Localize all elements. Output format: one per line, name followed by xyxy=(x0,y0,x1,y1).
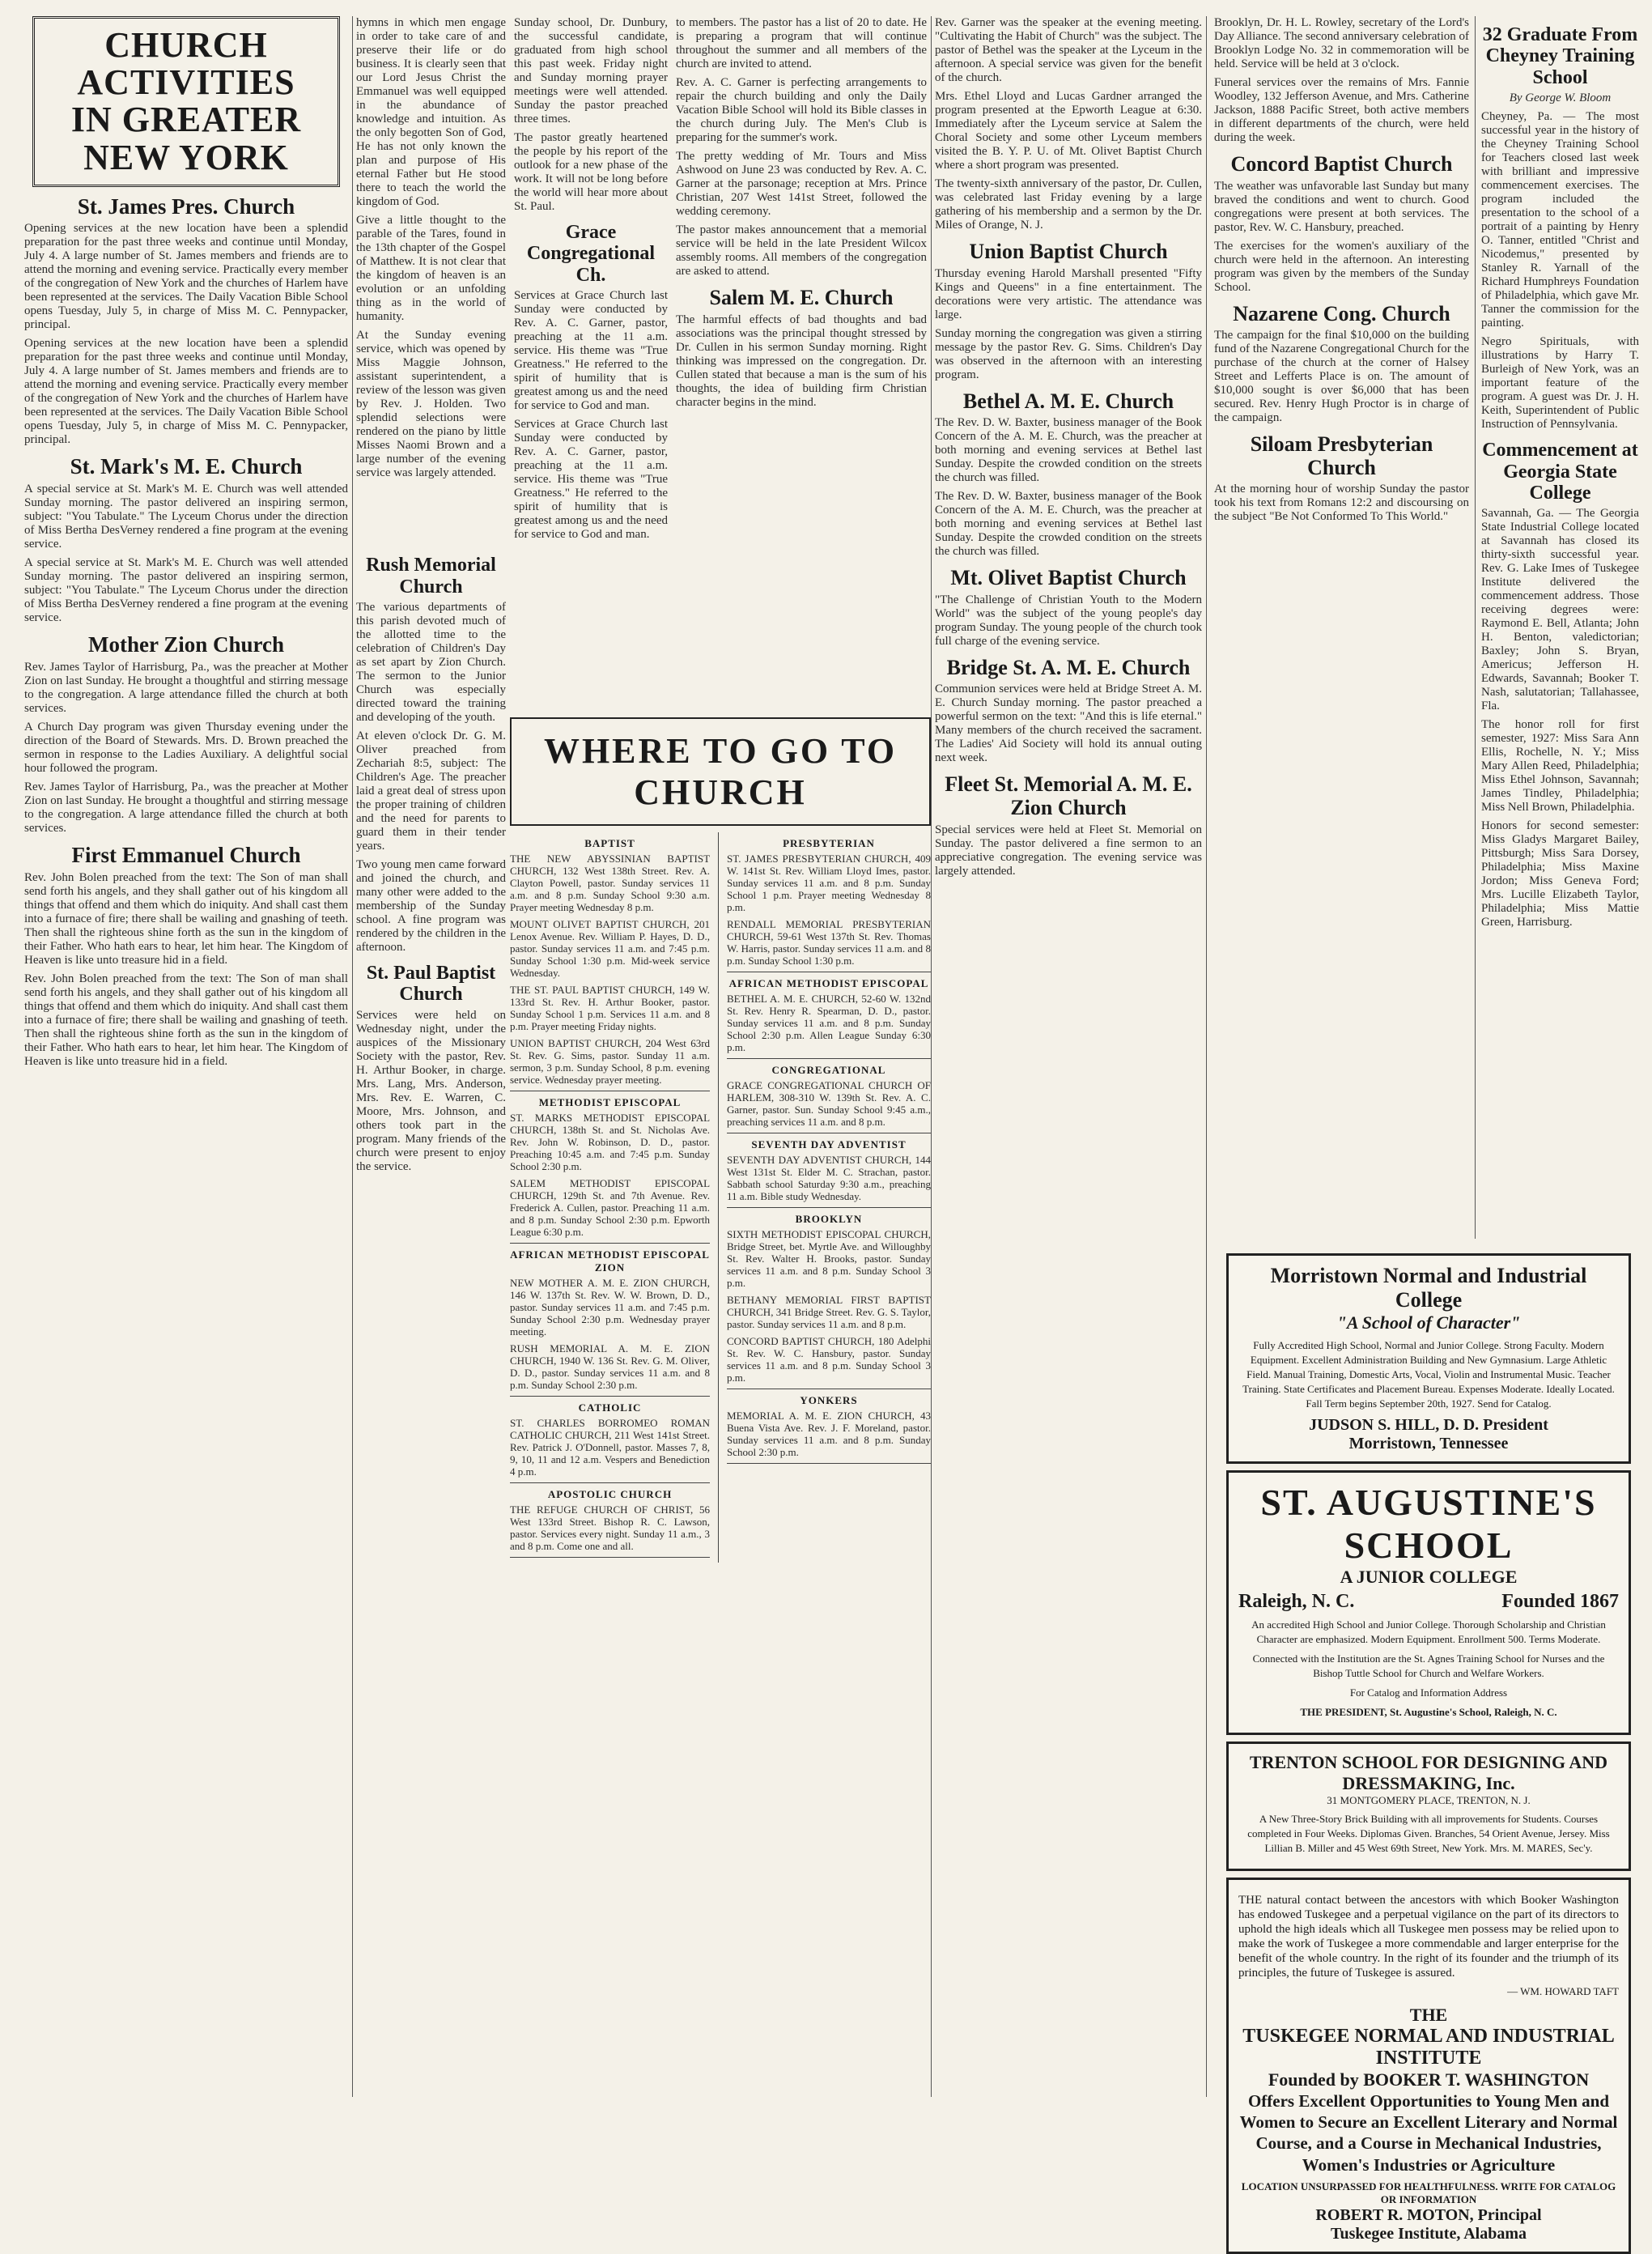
headline-fleet-st: Fleet St. Memorial A. M. E. Zion Church xyxy=(945,772,1192,819)
headline-st-james: St. James Pres. Church xyxy=(77,194,295,219)
directory-section-heading: PRESBYTERIAN xyxy=(783,837,875,849)
masthead-line-1: CHURCH ACTIVITIES xyxy=(77,25,295,103)
directory-divider xyxy=(727,1058,931,1059)
article-mother-zion-3: Rev. James Taylor of Harrisburg, Pa., was the preacher at Mother Zion on last Sunday. He brought a thoughtful and stirring message to the congregation. A large attendance filled the church at both services. xyxy=(24,780,348,835)
directory-entry: SEVENTH DAY ADVENTIST CHURCH, 144 West 131st St. Elder M. C. Strachan, pastor. Sabbath school Saturday 9:30 a.m., preaching 11 a.m. Bible study Wednesday. xyxy=(727,1154,931,1202)
headline-cheyney: 32 Graduate From Cheyney Training School xyxy=(1482,24,1638,88)
article-union-baptist-2: Sunday morning the congregation was given a stirring message by the pastor Rev. G. Sims. Children's Day was observed in the afternoon with an interesting program. xyxy=(935,326,1202,381)
article-bethel-cont: The Rev. D. W. Baxter, business manager of the Book Concern of the A. M. E. Church, was the preacher at both morning and evening services at Bethel last Sunday. Despite the crowded condition on the streets the church was filled. xyxy=(935,490,1202,559)
article-cheyney-honors: The honor roll for first semester, 1927: Miss Sara Ann Ellis, Rochelle, N. Y.; Miss Mary Allen Reed, Philadelphia; Miss Ethel Johnson, Savannah; James Tindley, Philadelphia; Miss Nell Brown, Philadelphia. xyxy=(1481,718,1639,814)
directory-header xyxy=(510,717,931,826)
column-rule xyxy=(352,16,353,2097)
directory-entry: ST. JAMES PRESBYTERIAN CHURCH, 409 W. 141st St. Rev. William Lloyd Imes, pastor. Sunday services 11 a.m. and 8 p.m. Sunday School 1 p.m. Prayer meeting Wednesday 8 p.m. xyxy=(727,853,931,913)
column-2-top-right xyxy=(514,16,668,546)
article-mother-zion-2: A Church Day program was given Thursday evening under the direction of the Board of Stewards. Mrs. D. Brown preached the sermon in response to the Ladies Auxiliary. A delightful social hour followed the program. xyxy=(24,720,348,775)
headline-mt-olivet: Mt. Olivet Baptist Church xyxy=(950,566,1187,590)
headline-concord: Concord Baptist Church xyxy=(1230,152,1453,176)
ads-column xyxy=(1226,1247,1631,2243)
ad-morristown-place: Morristown, Tennessee xyxy=(1348,1434,1509,1452)
ad-tuskegee-founded: Founded by BOOKER T. WASHINGTON xyxy=(1268,2069,1590,2090)
ad-trenton xyxy=(1226,1742,1631,1871)
article-first-emmanuel-cont: Rev. John Bolen preached from the text: The Son of man shall send forth his angels, and they shall gather out of his kingdom all things that offend and them which do iniquity. And shall cast them into a furnace of fire; there shall be wailing and gnashing of teeth. Then shall the righteous shine forth as the sun in the kingdom of their Father. Who hath ears to hear, let him hear. The Kingdom of Heaven is like unto treasure hid in a field. xyxy=(24,972,348,1068)
column-rule xyxy=(1475,16,1476,1239)
ad-morristown-body: Fully Accredited High School, Normal and Junior College. Strong Faculty. Modern Equipment. Excellent Administration Building and New Gymnasium. Large Athletic Field. Manual Training, Domestic Arts, Vocal, Violin and Instrumental Music. Teacher Training. State Certificates and Placement Bureau. Expenses Moderate. Ideally Located. Fall Term begins September 20th, 1927. Send for Catalog. xyxy=(1242,1338,1615,1410)
directory-divider xyxy=(510,1557,710,1558)
directory-entry: BETHANY MEMORIAL FIRST BAPTIST CHURCH, 341 Bridge Street. Rev. G. S. Taylor, pastor. Sunday services 11 a.m. and 8 p.m. xyxy=(727,1294,931,1330)
masthead xyxy=(32,16,340,187)
directory-section-heading: METHODIST EPISCOPAL xyxy=(538,1096,682,1108)
directory-section-heading: SEVENTH DAY ADVENTIST xyxy=(751,1138,907,1150)
church-directory xyxy=(510,712,931,2089)
column-1 xyxy=(24,16,348,2097)
directory-section-heading: AFRICAN METHODIST EPISCOPAL ZION xyxy=(510,1248,710,1274)
ad-st-augustine-founded: Founded 1867 xyxy=(1501,1590,1619,1612)
directory-entry: ST. MARKS METHODIST EPISCOPAL CHURCH, 138th St. and St. Nicholas Ave. Rev. John W. Robinson, D. D., pastor. Preaching 10:45 a.m. and 7:45 p.m. Sunday School 2:30 p.m. xyxy=(510,1112,711,1172)
directory-entry: RENDALL MEMORIAL PRESBYTERIAN CHURCH, 59-61 West 137th St. Rev. Thomas W. Harris, pastor. Sunday services 11 a.m. and 8 p.m. Sunday School 1:30 p.m. xyxy=(727,918,931,967)
directory-section-heading: CONGREGATIONAL xyxy=(771,1064,886,1076)
ad-tuskegee-offers: Offers Excellent Opportunities to Young Men and Women to Secure an Excellent Literary and Normal Course, and a Course in Mechanical Industries, Women's Industries or Agriculture xyxy=(1239,2090,1618,2175)
article-emmanuel-cont: hymns in which men engage in order to take care of and preserve their life or do business. It is clearly seen that our Lord Jesus Christ the Emmanuel was well equipped in the abundance of knowledge and intuition. As the only begotten Son of God, He has not only known the plan and purpose of His eternal Father but He stood there to teach the world the kingdom of God. xyxy=(356,16,506,208)
article-emmanuel-evening: At the Sunday evening service, which was opened by Miss Maggie Johnson, assistant superintendent, a review of the lesson was given by Rev. J. Holden. Two splendid selections were rendered on the piano by little Misses Naomi Brown and a large number of the evening service was largely attended. xyxy=(356,329,506,479)
article-salem: The harmful effects of bad thoughts and bad associations was the principal thought stressed by Dr. Cullen in his sermon Sunday morning. Right thinking was impressed on the congregation. Dr. Cullen stated that because a man is the sum of his thoughts, the idea of building firm Christian character begins in the mind. xyxy=(676,313,927,409)
directory-divider xyxy=(727,1207,931,1208)
headline-bethel: Bethel A. M. E. Church xyxy=(962,389,1174,413)
byline-cheyney: By George W. Bloom xyxy=(1509,91,1612,105)
headline-mother-zion: Mother Zion Church xyxy=(87,632,285,657)
headline-st-marks: St. Mark's M. E. Church xyxy=(70,454,303,479)
article-georgia-state: Savannah, Ga. — The Georgia State Industrial College located at Savannah has closed its thirty-sixth successful year. Rev. G. Lake Imes of Tuskegee Institute delivered the commencement address. Those receiving degrees were: Raymond E. Bell, Atlanta; John H. Benton, valedictorian; Baxley; John S. Bryan, Americus; Jefferson H. Edwards, Savannah; Booker T. Nash, salutatorian; Tallahassee, Fla. xyxy=(1481,507,1639,713)
ad-tuskegee-the: THE xyxy=(1409,2004,1448,2025)
ad-morristown xyxy=(1226,1253,1631,1464)
article-st-james-cont: Opening services at the new location have been a splendid preparation for the past three weeks and continue until Monday, July 4. A large number of St. James members and friends are to attend the morning and evening service. Practically every member of the congregation of New York and the churches of Harlem have been represented at the services. The Daily Vacation Bible School opens Tuesday, July 5, in charge of Miss M. C. Pennypacker, principal. xyxy=(24,337,348,447)
article-st-marks: A special service at St. Mark's M. E. Church was well attended Sunday morning. The pastor delivered an inspiring sermon, subject: "You Tabulate." The Lyceum Chorus under the direction of Miss Bertha DesVerney rendered a fine program at the evening service. xyxy=(24,483,348,551)
column-3 xyxy=(676,16,927,712)
ad-st-augustine-body-2: Connected with the Institution are the St. Agnes Training School for Nurses and the Bishop Tuttle School for Church and Welfare Workers. xyxy=(1252,1652,1605,1679)
article-brooklyn-alliance: Brooklyn, Dr. H. L. Rowley, secretary of the Lord's Day Alliance. The second anniversary celebration of Brooklyn Lodge No. 32 in commemoration will be held. Service will be held at 3 o'clock. xyxy=(1214,16,1470,70)
directory-left-column xyxy=(510,832,710,1563)
article-siloam: At the morning hour of worship Sunday the pastor took his text from Romans 12:2 and discoursing on the subject "Be Not Conformed To This World." xyxy=(1214,483,1469,524)
article-cheyney: Cheyney, Pa. — The most successful year in the history of the Cheyney Training School for Teachers closed last week with brilliant and impressive commencement exercises. The program included the presentation to the school of a portrait of a painting by Henry O. Tanner, entitled "Christ and Nicodemus," presented by Stanley R. Yarnall of the Richard Humphreys Foundation of Philadelphia, which gave Mr. Tanner the commission for the painting. xyxy=(1481,110,1639,330)
article-salem-program: Mrs. Ethel Lloyd and Lucas Gardner arranged the program presented at the Epworth League at 6:30. Immediately after the Lyceum service at Salem the Choral Society and some other Lyceum members visited the B. Y. P. U. of Mt. Olivet Baptist Church where a short program was presented. xyxy=(935,90,1202,172)
article-cheyney-honors-2: Honors for second semester: Miss Gladys Margaret Bailey, Pittsburgh; Miss Sara Dorsey, Philadelphia; Miss Maxine Jordon; Miss Geneva Ford; Mrs. Lucille Elizabeth Taylor, Philadelphia; Miss Mattie Green, Harrisburg. xyxy=(1481,819,1639,929)
headline-siloam: Siloam Presbyterian Church xyxy=(1250,432,1433,479)
article-bridge-st: Communion services were held at Bridge Street A. M. E. Church Sunday morning. The pastor preached a powerful sermon on the text: "And this is life eternal." Many members of the church received the sacrament. The Ladies' Aid Society will hold its annual outing next week. xyxy=(935,683,1202,765)
article-st-james: Opening services at the new location have been a splendid preparation for the past three weeks and continue until Monday, July 4. A large number of St. James members and friends are to attend the morning and evening service. Practically every member of the congregation of New York and the churches of Harlem have been represented at the services. The Daily Vacation Bible School opens Tuesday, July 5, in charge of Miss M. C. Pennypacker, principal. xyxy=(24,222,348,332)
ad-st-augustine-row xyxy=(1238,1591,1619,1613)
directory-right-column xyxy=(727,832,931,1563)
ad-tuskegee-place: Tuskegee Institute, Alabama xyxy=(1330,2224,1527,2243)
article-mother-zion: Rev. James Taylor of Harrisburg, Pa., was the preacher at Mother Zion on last Sunday. He brought a thoughtful and stirring message to the congregation. A large attendance filled the church at both services. xyxy=(24,660,348,715)
directory-entry: MEMORIAL A. M. E. ZION CHURCH, 43 Buena Vista Ave. Rev. J. F. Moreland, pastor. Sunday services 11 a.m. and 8 p.m. Sunday School 2:30 p.m. xyxy=(727,1410,931,1458)
directory-section-heading: APOSTOLIC CHURCH xyxy=(547,1488,673,1500)
headline-georgia-state: Commencement at Georgia State College xyxy=(1482,440,1638,504)
directory-entry: GRACE CONGREGATIONAL CHURCH OF HARLEM, 308-310 W. 139th St. Rev. A. C. Garner, pastor. Sun. Sunday School 9:45 a.m., preaching services 11 a.m. and 8 p.m. xyxy=(727,1079,931,1128)
ad-st-augustine-president: THE PRESIDENT, St. Augustine's School, Raleigh, N. C. xyxy=(1300,1705,1557,1718)
directory-divider xyxy=(727,1463,931,1464)
ad-tuskegee-name: TUSKEGEE NORMAL AND INDUSTRIAL INSTITUTE xyxy=(1242,2025,1615,2069)
directory-entry: THE NEW ABYSSINIAN BAPTIST CHURCH, 132 West 138th Street. Rev. A. Clayton Powell, pastor. Sunday services 11 a.m. and 8 p.m. Sunday School 9:30 a.m. Prayer meeting Wednesday 8 p.m. xyxy=(510,853,711,913)
article-rush-memorial-3: Two young men came forward and joined the church, and many other were added to the membership of the Sunday school. A fine program was rendered by the children in the afternoon. xyxy=(356,857,506,954)
article-bethel: The Rev. D. W. Baxter, business manager of the Book Concern of the A. M. E. Church, was the preacher at both morning and evening services at Bethel last Sunday. Despite the crowded condition on the streets the church was filled. xyxy=(935,416,1202,485)
directory-section-heading: CATHOLIC xyxy=(578,1401,642,1414)
article-concord-2: The exercises for the women's auxiliary of the church were held in the afternoon. An interesting program was given by the members of the Sunday School. xyxy=(1214,239,1469,294)
column-2-bottom-left xyxy=(356,546,506,1179)
ad-st-augustine-city: Raleigh, N. C. xyxy=(1238,1590,1355,1612)
article-grace-repairs: Rev. A. C. Garner is perfecting arrangements to repair the church building and only the Daily Vacation Bible School will hold its Bible classes in the church during July. The Men's Club is preparing for the summer's work. xyxy=(676,76,927,144)
ad-morristown-slogan: "A School of Character" xyxy=(1336,1312,1521,1333)
headline-grace: Grace Congregational Ch. xyxy=(526,222,656,286)
article-rush-memorial-2: At eleven o'clock Dr. G. M. Oliver preached from Zechariah 8:5, subject: The Children's Age. The preacher laid a great deal of stress upon the proper training of children and the need for parents to guard them in their tender years. xyxy=(356,729,506,853)
directory-section-heading: AFRICAN METHODIST EPISCOPAL xyxy=(728,977,929,989)
article-grace-wedding: The pretty wedding of Mr. Tours and Miss Ashwood on June 23 was conducted by Rev. A. C. Garner at the parsonage; reception at Mrs. Prince Christian, 207 West 141st Street, followed the wedding ceremony. xyxy=(676,150,927,218)
directory-entry: SALEM METHODIST EPISCOPAL CHURCH, 129th St. and 7th Avenue. Rev. Frederick A. Cullen, pastor. Preaching 11 a.m. and 8 p.m. Sunday School 2:30 p.m. Epworth League 6:30 p.m. xyxy=(510,1177,711,1238)
article-st-paul-outlook: The pastor greatly heartened the people by his report of the outlook for a new phase of the work. It will not be long before the world will hear more about St. Paul. xyxy=(514,131,668,213)
headline-nazarene: Nazarene Cong. Church xyxy=(1233,301,1450,325)
article-grace-memorial: The pastor makes announcement that a memorial service will be held in the late President Wilcox assembly rooms. All members of the congregation are asked to attend. xyxy=(676,223,927,278)
article-emmanuel-tares: Give a little thought to the parable of the Tares, found in the 13th chapter of the Gospel of Matthew. It is not clear that the kingdom of heaven is an evolution or an unfolding thing as in the world of humanity. xyxy=(356,214,506,323)
directory-divider xyxy=(510,1482,710,1483)
article-first-emmanuel: Rev. John Bolen preached from the text: The Son of man shall send forth his angels, and they shall gather out of his kingdom all things that offend and them which do iniquity. And shall cast them into a furnace of fire; there shall be wailing and gnashing of teeth. Then shall the righteous shine forth as the sun in the kingdom of their Father. Who hath ears to hear, let him hear. The Kingdom of Heaven is like unto treasure hid in a field. xyxy=(24,870,348,967)
column-2-top xyxy=(356,16,668,546)
directory-entry: THE REFUGE CHURCH OF CHRIST, 56 West 133rd Street. Bishop R. C. Lawson, pastor. Services every night. Sunday 11 a.m., 3 and 8 p.m. Come one and all. xyxy=(510,1503,711,1552)
directory-columns xyxy=(510,832,931,1563)
article-grace: Services at Grace Church last Sunday were conducted by Rev. A. C. Garner, pastor, preaching at the 11 a.m. service. His theme was "True Greatness." He referred to the spirit of humility that is greatest among us and the need for service to God and man. xyxy=(514,289,668,413)
ad-st-augustine-name: ST. AUGUSTINE'S SCHOOL xyxy=(1260,1481,1597,1566)
headline-bridge-st: Bridge St. A. M. E. Church xyxy=(946,655,1191,679)
column-rule xyxy=(1206,16,1207,2097)
directory-entry: MOUNT OLIVET BAPTIST CHURCH, 201 Lenox Avenue. Rev. William P. Hayes, D. D., pastor. Sunday services 11 a.m. and 7:45 p.m. Sunday School 1:30 p.m. Mid-week service Wednesday. xyxy=(510,918,711,979)
article-st-marks-cont: A special service at St. Mark's M. E. Church was well attended Sunday morning. The pastor delivered an inspiring sermon, subject: "You Tabulate." The Lyceum Chorus under the direction of Miss Bertha DesVerney rendered a fine program at the evening service. xyxy=(24,556,348,625)
directory-title: WHERE TO GO TO CHURCH xyxy=(543,731,898,812)
column-6 xyxy=(1481,16,1639,1239)
headline-union-baptist: Union Baptist Church xyxy=(969,240,1168,263)
headline-first-emmanuel: First Emmanuel Church xyxy=(71,842,301,867)
ad-tuskegee-location: LOCATION UNSURPASSED FOR HEALTHFULNESS. WRITE FOR CATALOG OR INFORMATION xyxy=(1241,2180,1616,2205)
ad-tuskegee-quote: THE natural contact between the ancestors with which Booker Washington has endowed Tuskegee and a perpetual vigilance on the part of its directors to uphold the high ideals which all Tuskegee men possess may be relied upon to make the work of Tuskegee a more commendable and larger enterprise for the benefit of the whole country. In the right of its founder and the triumph of its principles, the future of Tuskegee is assured. xyxy=(1238,1893,1619,1980)
headline-st-paul: St. Paul Baptist Church xyxy=(366,962,496,1006)
directory-section-heading: BAPTIST xyxy=(584,837,635,849)
column-2-top-left xyxy=(356,16,506,546)
ad-st-augustine xyxy=(1226,1470,1631,1735)
article-concord: The weather was unfavorable last Sunday but many braved the conditions and went to church. Good congregations were present at both services. The pastor, Rev. W. C. Hansbury, preached. xyxy=(1214,179,1469,234)
ad-tuskegee-quote-author: — WM. HOWARD TAFT xyxy=(1507,1984,1619,1997)
masthead-line-2: IN GREATER NEW YORK xyxy=(70,100,302,177)
column-rule xyxy=(931,16,932,2097)
directory-entry: SIXTH METHODIST EPISCOPAL CHURCH, Bridge Street, bet. Myrtle Ave. and Willoughby St. Rev. Walter H. Brooks, pastor. Sunday services 11 a.m. and 8 p.m. Sunday School 3 p.m. xyxy=(727,1228,931,1289)
article-fleet-st: Special services were held at Fleet St. Memorial on Sunday. The pastor delivered a fine sermon to an appreciative congregation. The evening service was largely attended. xyxy=(935,823,1202,878)
ad-st-augustine-body-1: An accredited High School and Junior College. Thorough Scholarship and Christian Character are emphasized. Modern Equipment. Enrollment 500. Terms Moderate. xyxy=(1251,1618,1606,1645)
anchor xyxy=(1214,826,1215,827)
column-5 xyxy=(1214,16,1469,1247)
directory-section-heading: YONKERS xyxy=(800,1394,858,1406)
ad-tuskegee xyxy=(1226,1878,1631,2254)
article-st-paul: Services were held on Wednesday night, under the auspices of the Missionary Society with the pastor, Rev. H. Arthur Booker, in charge. Mrs. Lang, Mrs. Anderson, Mrs. Rev. E. Warren, C. Moore, Mrs. Johnson, and others took part in the program. Many friends of the church were present to enjoy the service. xyxy=(356,1008,506,1173)
article-grace-members: to members. The pastor has a list of 20 to date. He is preparing a program that will continue throughout the summer and all members of the church are invited to attend. xyxy=(676,16,927,70)
article-mt-olivet: "The Challenge of Christian Youth to the Modern World" was the subject of the young people's day program Sunday. The young people of the church took full charge of the evening service. xyxy=(935,593,1202,648)
headline-salem: Salem M. E. Church xyxy=(709,286,894,309)
directory-divider xyxy=(510,1396,710,1397)
directory-section-heading: BROOKLYN xyxy=(795,1213,863,1225)
directory-entry: ST. CHARLES BORROMEO ROMAN CATHOLIC CHURCH, 211 West 141st Street. Rev. Patrick J. O'Donnell, pastor. Masses 7, 8, 9, 10, 11 and 12 a.m. Vespers and Benediction 4 p.m. xyxy=(510,1417,711,1478)
article-rush-memorial: The various departments of this parish devoted much of the allotted time to the celebration of Children's Day as set apart by Zion Church. The sermon to the Junior Church was especially directed toward the training and developing of the youth. xyxy=(356,600,506,724)
article-union-baptist: Thursday evening Harold Marshall presented "Fifty Kings and Queens" in a fine entertainment. The decorations were very artistic. The attendance was large. xyxy=(935,266,1202,321)
directory-entry: NEW MOTHER A. M. E. ZION CHURCH, 146 W. 137th St. Rev. W. W. Brown, D. D., pastor. Sunday services 11 a.m. and 7:45 p.m. Sunday School 2:30 p.m. Wednesday prayer meeting. xyxy=(510,1277,711,1338)
directory-entry: RUSH MEMORIAL A. M. E. ZION CHURCH, 1940 W. 136 St. Rev. G. M. Oliver, D. D., pastor. Sunday services 11 a.m. and 8 p.m. Sunday School 2:30 p.m. xyxy=(510,1342,711,1391)
ad-st-augustine-catalog: For Catalog and Information Address xyxy=(1349,1686,1508,1699)
directory-entry: THE ST. PAUL BAPTIST CHURCH, 149 W. 133rd St. Rev. H. Arthur Booker, pastor. Sunday School 1 p.m. Services 11 a.m. and 8 p.m. Prayer meeting Friday nights. xyxy=(510,984,711,1032)
column-4 xyxy=(935,16,1202,2097)
ad-tuskegee-principal: ROBERT R. MOTON, Principal xyxy=(1315,2205,1542,2224)
ad-morristown-president: JUDSON S. HILL, D. D. President xyxy=(1309,1415,1548,1434)
directory-entry: UNION BAPTIST CHURCH, 204 West 63rd St. Rev. G. Sims, pastor. Sunday 11 a.m. sermon, 3 p.m. Sunday School, 8 p.m. evening service. Wednesday prayer meeting. xyxy=(510,1037,711,1086)
article-st-paul-cont: Sunday school, Dr. Dunbury, the successful candidate, graduated from high school this past week. Friday night and Sunday morning prayer meetings were well attended. Sunday the pastor preached three times. xyxy=(514,16,668,125)
ad-morristown-name: Morristown Normal and Industrial College xyxy=(1270,1264,1587,1312)
directory-entry: BETHEL A. M. E. CHURCH, 52-60 W. 132nd St. Rev. Henry R. Spearman, D. D., pastor. Sunday services 11 a.m. and 8 p.m. Sunday School 2:30 p.m. Allen League Sunday 6:30 p.m. xyxy=(727,993,931,1053)
directory-entry: CONCORD BAPTIST CHURCH, 180 Adelphi St. Rev. W. C. Hansbury, pastor. Sunday services 11 a.m. and 8 p.m. Sunday School 3 p.m. xyxy=(727,1335,931,1384)
ad-trenton-body: A New Three-Story Brick Building with all improvements for Students. Courses completed in Four Weeks. Diplomas Given. Branches, 54 Orient Avenue, Jersey. Miss Lillian B. Miller and 45 West 69th Street, New York. Mrs. M. MARES, Sec'y. xyxy=(1247,1812,1610,1854)
article-salem-cont: Rev. Garner was the speaker at the evening meeting. "Cultivating the Habit of Church" was the subject. The pastor of Bethel was the speaker at the Lyceum in the afternoon. A special service was given for the benefit of the church. xyxy=(935,16,1202,84)
article-salem-anniversary: The twenty-sixth anniversary of the pastor, Dr. Cullen, was celebrated last Friday evening by a large gathering of his membership and a sermon by the Dr. Miles of Orange, N. J. xyxy=(935,177,1202,232)
ad-trenton-address: 31 MONTGOMERY PLACE, TRENTON, N. J. xyxy=(1327,1793,1531,1806)
ad-st-augustine-sub: A JUNIOR COLLEGE xyxy=(1340,1566,1518,1587)
article-cheyney-2: Negro Spirituals, with illustrations by Harry T. Burleigh of New York, was an important feature of the program. A guest was Dr. J. H. Keith, Superintendent of Public Instruction of Pennsylvania. xyxy=(1481,335,1639,432)
directory-divider xyxy=(510,1243,710,1244)
ad-trenton-name: TRENTON SCHOOL FOR DESIGNING AND DRESSMAKING, Inc. xyxy=(1249,1751,1608,1793)
article-grace-cont: Services at Grace Church last Sunday were conducted by Rev. A. C. Garner, pastor, preaching at the 11 a.m. service. His theme was "True Greatness." He referred to the spirit of humility that is greatest among us and the need for service to God and man. xyxy=(514,418,668,542)
article-funeral: Funeral services over the remains of Mrs. Fannie Woodley, 132 Jefferson Avenue, and Mrs. Catherine Jackson, 1888 Pacific Street, both active members in different departments of the church, were held during the week. xyxy=(1214,76,1469,144)
article-nazarene: The campaign for the final $10,000 on the building fund of the Nazarene Congregational Church for the purchase of the church at the corner of Halsey Street and Lefferts Place is on. The amount of $10,000 sought is over $6,000 that has been secured. Rev. Henry Hugh Proctor is in charge of the campaign. xyxy=(1214,329,1469,425)
headline-rush-memorial: Rush Memorial Church xyxy=(366,555,496,598)
directory-rule xyxy=(718,832,719,1563)
